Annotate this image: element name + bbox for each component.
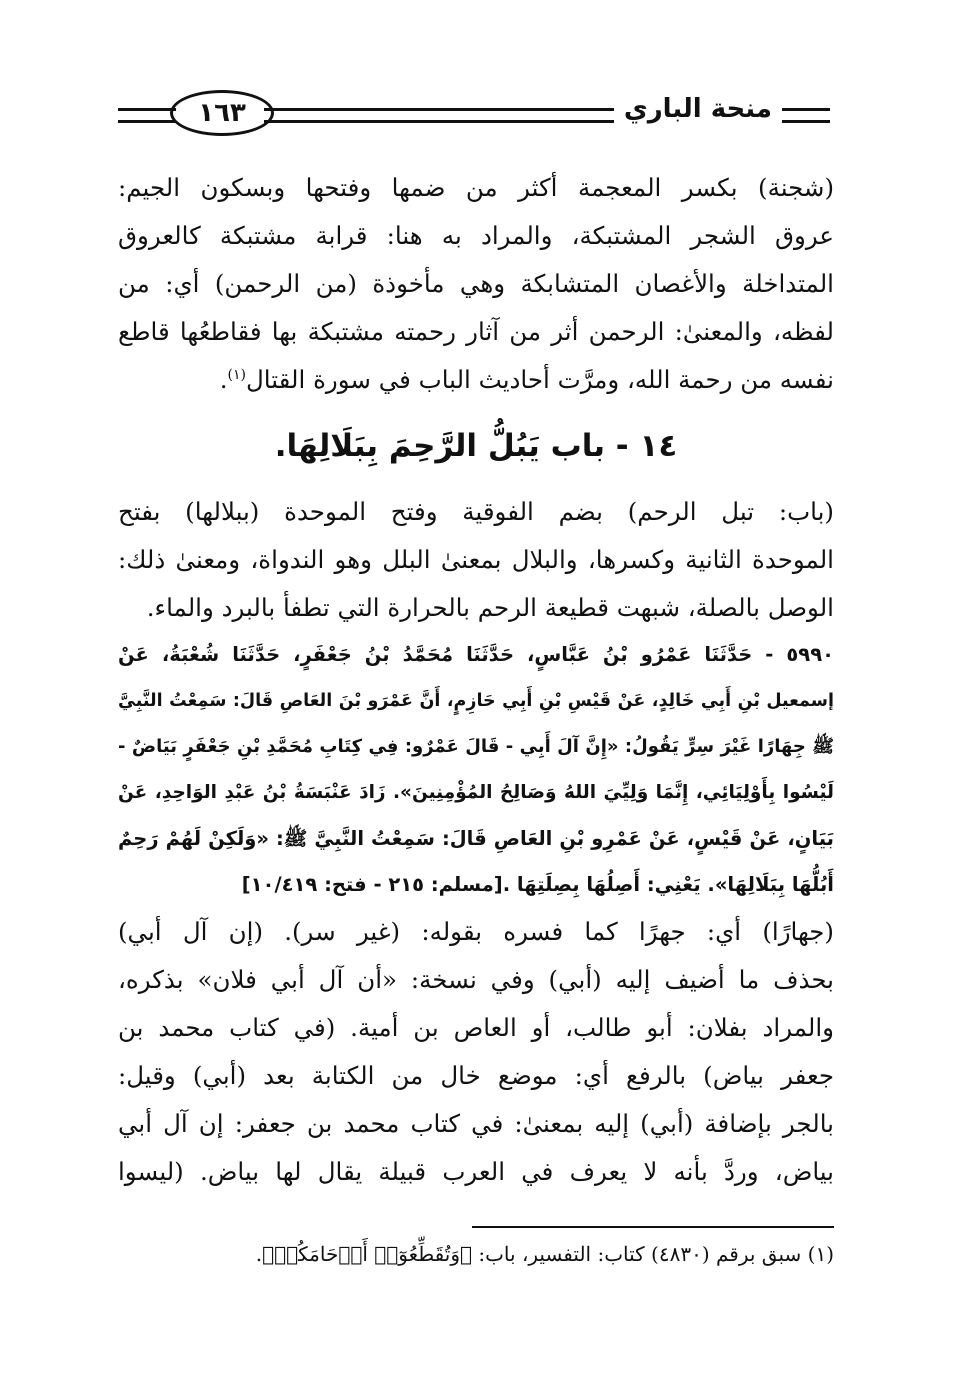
text-line: لفظه، والمعنىٰ: الرحمن أثر من آثار رحمته مشتبكة بها فقاطعُها قاطع: [118, 317, 834, 346]
text-line: بالجر بإضافة (أبي) إليه بمعنىٰ: في كتاب محمد بن جعفر: إن آل أبي: [118, 1109, 834, 1138]
text-line: (باب: تبل الرحم) بضم الفوقية وفتح الموحدة (ببلالها) بفتح: [118, 497, 834, 526]
text-line: والمراد بفلان: أبو طالب، أو العاص بن أمية. (في كتاب محمد بن: [118, 1013, 834, 1042]
paragraph-commentary-1: [118, 164, 834, 404]
hadith-line: ﷺ جِهَارًا غَيْرَ سِرٍّ يَقُولُ: «إِنَّ آلَ أَبِي - قَالَ عَمْرٌو: فِي كِتَابِ مُحَمَّدِ بْنِ جَعْفَرٍ بَيَاضٌ -: [118, 736, 834, 757]
paragraph-commentary-2: [118, 488, 834, 632]
header-rule-left: [118, 108, 176, 123]
hadith-line: بَيَانٍ، عَنْ قَيْسٍ، عَنْ عَمْرِو بْنِ العَاصِ قَالَ: سَمِعْتُ النَّبِيَّ ﷺ: «وَلَكِنْ لَهُمْ رَحِمٌ: [118, 827, 834, 850]
footnote-reference: (١): [227, 366, 246, 383]
text-line: عروق الشجر المشتبكة، والمراد به هنا: قرابة مشتبكة كالعروق: [118, 221, 834, 250]
hadith-line: أَبُلُّهَا بِبَلَالِهَا». يَعْنِي: أَصِلُهَا بِصِلَتِهَا .[مسلم: ٢١٥ - فتح: ١٠/٤١٩]: [241, 873, 834, 896]
paragraph-commentary-3: [118, 908, 834, 1196]
page-header: [118, 86, 830, 150]
text-line-content: نفسه من رحمة الله، ومرَّت أحاديث الباب في سورة القتال: [245, 365, 834, 394]
footnote: (١) سبق برقم (٤٨٣٠) كتاب: التفسير، باب: ﴿وَتُقَطِّعُوٓا۟ أَرۡحَامَكُمۡ﴾.: [255, 1242, 834, 1266]
text-line: (شجنة) بكسر المعجمة أكثر من ضمها وفتحها وبسكون الجيم:: [118, 173, 834, 202]
chapter-heading: ١٤ - باب يَبُلُّ الرَّحِمَ بِبَلَالِهَا.: [274, 428, 678, 464]
text-line: بياض، وردَّ بأنه لا يعرف في العرب قبيلة يقال لها بياض. (ليسوا: [118, 1157, 834, 1186]
page-number: ١٦٣: [170, 90, 274, 136]
text-line: بحذف ما أضيف إليه (أبي) وفي نسخة: «أن آل أبي فلان» بذكره،: [118, 965, 834, 994]
sentence-end: .: [219, 365, 228, 394]
header-rule-right: [782, 108, 830, 123]
text-line-with-footnote: [118, 356, 834, 404]
hadith-text: [118, 632, 834, 908]
text-line: المتداخلة والأغصان المتشابكة وهي مأخوذة (من الرحمن) أي: من: [118, 269, 834, 298]
footnote-separator: [472, 1226, 834, 1228]
page-body: [118, 164, 834, 1196]
text-line: جعفر بياض) بالرفع أي: موضع خال من الكتابة بعد (أبي) وقيل:: [118, 1061, 834, 1090]
text-line: الموحدة الثانية وكسرها، والبلال بمعنىٰ البلل وهو الندواة، ومعنىٰ ذلك:: [118, 545, 834, 574]
running-title: منحة الباري: [623, 94, 772, 124]
header-rule-middle: [264, 108, 614, 123]
text-line: الوصل بالصلة، شبهت قطيعة الرحم بالحرارة التي تطفأ بالبرد والماء.: [146, 593, 834, 622]
hadith-line: لَيْسُوا بِأَوْلِيَائِي، إِنَّمَا وَلِيِّيَ اللهُ وَصَالِحُ المُؤْمِنِينَ». زَادَ عَنْبَسَةُ بْنُ عَبْدِ الوَاحِدِ، عَنْ: [118, 782, 834, 803]
hadith-line: إسمعيل بْنِ أَبِي خَالِدٍ، عَنْ قَيْسِ بْنِ أَبِي حَازِمٍ، أَنَّ عَمْرَو بْنَ العَاصِ قَالَ: سَمِعْتُ النَّبِيَّ: [118, 691, 834, 711]
text-line: (جهارًا) أي: جهرًا كما فسره بقوله: (غير سر). (إن آل أبي): [118, 917, 834, 946]
hadith-line: ٥٩٩٠ - حَدَّثَنَا عَمْرُو بْنُ عَبَّاسٍ، حَدَّثَنَا مُحَمَّدُ بْنُ جَعْفَرٍ، حَدَّثَنَا شُعْبَةُ، عَنْ: [118, 643, 834, 666]
